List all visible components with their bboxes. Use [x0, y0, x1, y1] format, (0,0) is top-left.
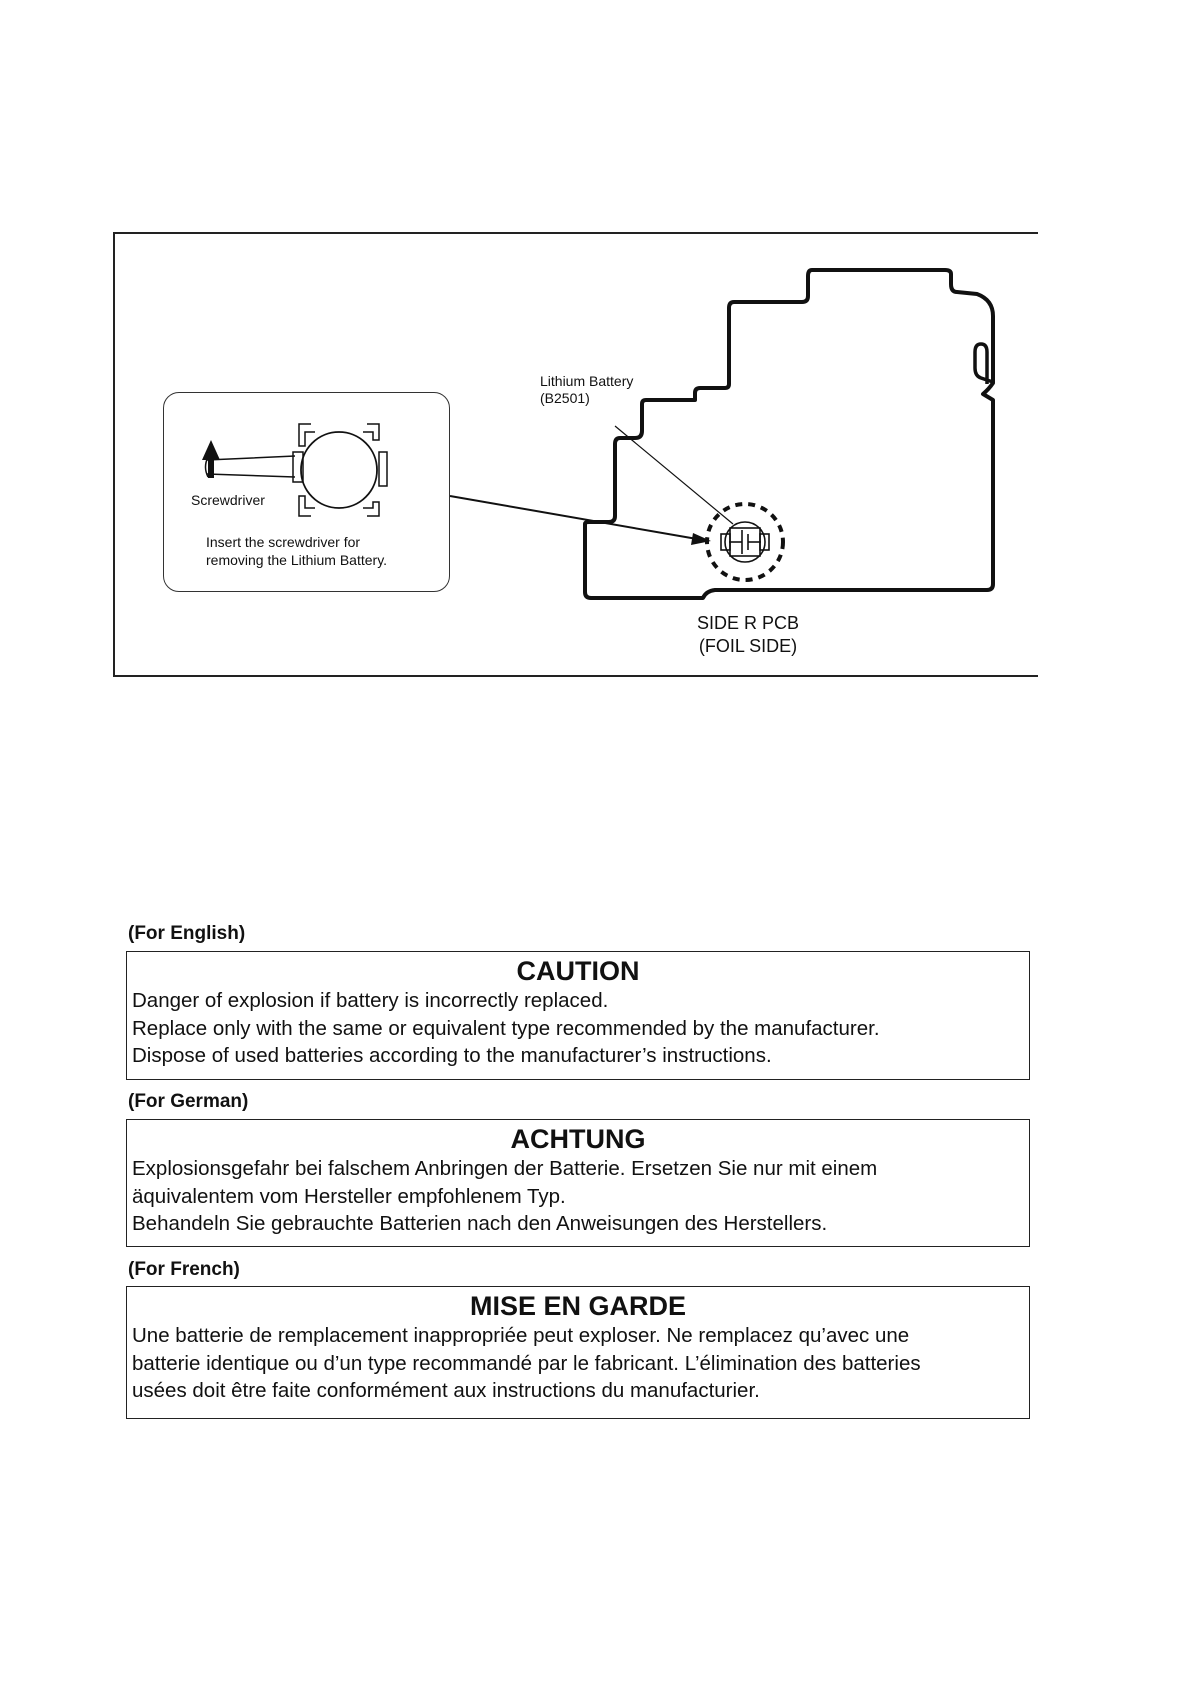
battery-symbol: [721, 522, 769, 562]
achtung-line: Behandeln Sie gebrauchte Batterien nach den Anweisungen des Herstellers.: [132, 1212, 828, 1235]
battery-highlight-circle: [707, 504, 783, 580]
achtung-line: äquivalentem vom Hersteller empfohlenem Typ.: [132, 1184, 566, 1208]
battery-location-diagram: [113, 232, 1038, 677]
mise-en-garde-line: usées doit être faite conformément aux instructions du manufacturier.: [132, 1379, 760, 1402]
caution-box-french: [126, 1286, 1030, 1419]
mise-en-garde-title: MISE EN GARDE: [469, 1291, 687, 1321]
callout-instruction-line1: Insert the screwdriver for: [206, 534, 361, 550]
caution-box-english: [126, 951, 1030, 1080]
screwdriver-label: Screwdriver: [191, 492, 265, 508]
achtung-line: Explosionsgefahr bei falschem Anbringen der Batterie. Ersetzen Sie nur mit einem: [132, 1157, 878, 1180]
section-label-english: (For English): [128, 923, 246, 944]
caution-box-german: [126, 1119, 1030, 1247]
caution-line: Danger of explosion if battery is incorrectly replaced.: [132, 989, 609, 1012]
mise-en-garde-line: Une batterie de remplacement inappropriée peut exploser. Ne remplacez qu’avec une: [132, 1324, 910, 1347]
section-label-french: (For French): [128, 1259, 240, 1280]
mise-en-garde-line: batterie identique ou d’un type recommandé par le fabricant. L’élimination des batteries: [132, 1351, 921, 1375]
pcb-label-line1: SIDE R PCB: [696, 613, 800, 633]
battery-label-line2: (B2501): [540, 390, 590, 406]
section-label-german: (For German): [128, 1091, 249, 1112]
achtung-title: ACHTUNG: [510, 1124, 646, 1154]
pcb-label-line2: (FOIL SIDE): [698, 636, 798, 656]
pcb-notch: [975, 344, 993, 384]
caution-title: CAUTION: [516, 956, 640, 986]
caution-line: Replace only with the same or equivalent type recommended by the manufacturer.: [132, 1016, 880, 1040]
caution-line: Dispose of used batteries according to the manufacturer’s instructions.: [132, 1044, 772, 1067]
callout-pointer-line: [450, 496, 697, 539]
battery-label-line1: Lithium Battery: [540, 373, 634, 389]
callout-instruction-line2: removing the Lithium Battery.: [206, 552, 388, 568]
pcb-outline: [585, 270, 993, 598]
battery-leader-line: [615, 426, 733, 524]
